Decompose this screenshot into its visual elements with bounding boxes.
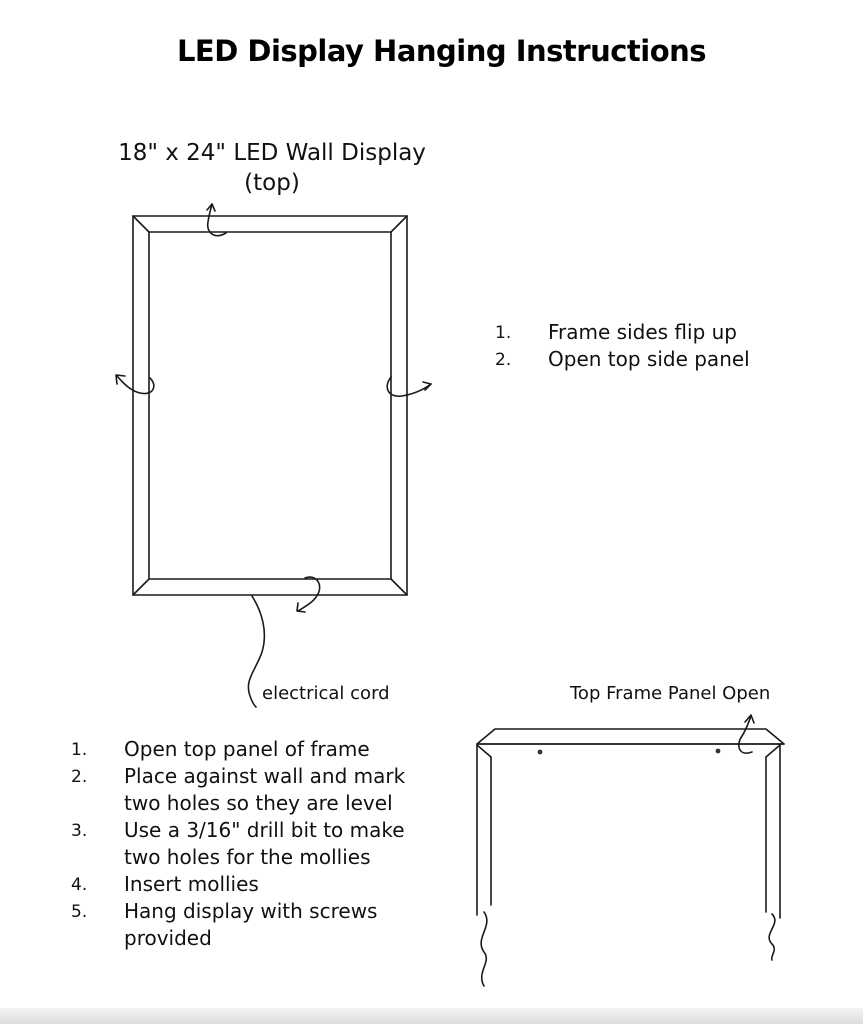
step-text: Open top side panel [548,347,750,371]
frame-steps-list [495,319,848,373]
step-number: 5. [71,902,88,922]
right-break-squiggle [769,914,775,960]
step-number: 3. [71,821,88,841]
step-text-line1: Place against wall and mark [124,764,406,788]
open-panel-top [477,729,784,744]
left-rail-corner [477,745,491,757]
left-break-squiggle [481,912,487,986]
top-panel-open-label: Top Frame Panel Open [570,683,771,704]
step-text-line1: Insert mollies [124,872,259,896]
step-text-line1: Use a 3/16" drill bit to make [124,818,405,842]
step-number: 1. [71,740,88,760]
mark-hole-right [716,749,721,754]
hanging-steps-list [71,736,444,952]
flip-arrow-right [387,377,431,396]
step-text-line2: two holes for the mollies [124,845,371,869]
step-text-line2: two holes so they are level [124,791,393,815]
page-title: LED Display Hanging Instructions [176,34,707,68]
list-item [71,871,444,898]
list-item [71,898,444,952]
step-text-line1: Open top panel of frame [124,737,370,761]
frame-corner-bottom-left [133,579,149,595]
electrical-cord-label: electrical cord [262,683,390,704]
mark-hole-left [538,750,543,755]
step-text-line2: provided [124,926,212,950]
list-item [71,817,444,871]
step-text: Frame sides flip up [548,320,738,344]
flip-arrow-left [116,375,154,394]
open-panel-arrow [739,715,754,753]
list-item [495,346,848,373]
open-panel-drawing [477,729,784,986]
step-text-line1: Hang display with screws [124,899,378,923]
frame-corner-bottom-right [391,579,407,595]
frame-outer-edge [133,216,407,595]
step-number: 2. [495,350,512,370]
frame-corner-top-right [391,216,407,232]
frame-corner-top-left [133,216,149,232]
flip-arrow-top [207,204,226,236]
display-caption-line1: 18" x 24" LED Wall Display [118,140,426,166]
list-item [71,763,444,817]
list-item [495,319,848,346]
frame-inner-edge [149,232,391,579]
step-number: 2. [71,767,88,787]
list-item [71,736,444,763]
display-caption-line2: (top) [244,170,300,196]
display-frame-drawing [133,216,407,595]
page-bottom-edge [0,1008,863,1024]
step-number: 4. [71,875,88,895]
right-rail-corner [766,745,780,757]
step-number: 1. [495,323,512,343]
